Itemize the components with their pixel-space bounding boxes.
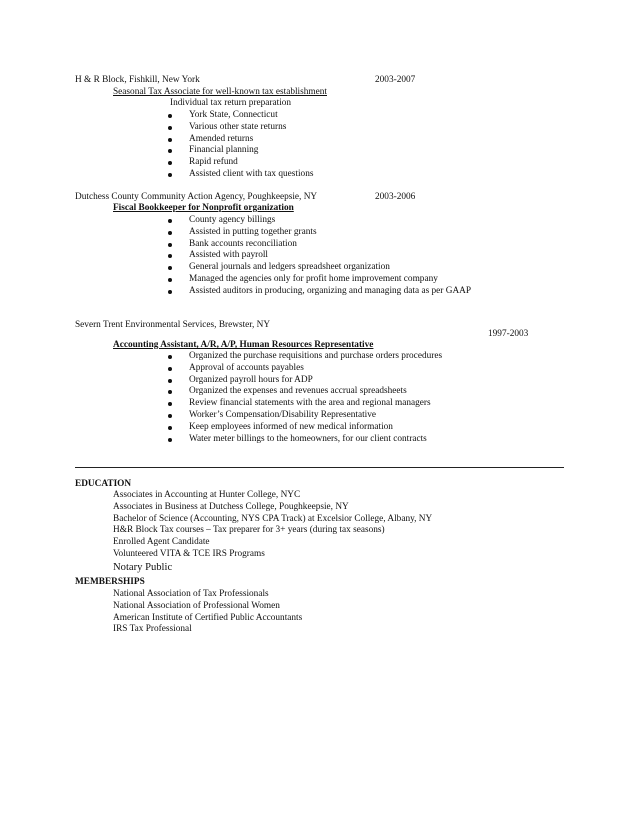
bullet-icon bbox=[168, 219, 172, 223]
list-item: Managed the agencies only for profit home improvement company bbox=[165, 274, 471, 286]
list-item: Keep employees informed of new medical information bbox=[165, 422, 442, 434]
job-dates: 2003-2006 bbox=[375, 192, 416, 202]
bullet-icon bbox=[168, 414, 172, 418]
bullet-icon bbox=[168, 438, 172, 442]
list-item: Bachelor of Science (Accounting, NYS CPA Track) at Excelsior College, Albany, NY bbox=[113, 513, 433, 524]
bullet-icon bbox=[168, 138, 172, 142]
list-item: County agency billings bbox=[165, 215, 471, 227]
list-item: Organized the purchase requisitions and purchase orders procedures bbox=[165, 351, 442, 363]
list-item: H&R Block Tax courses – Tax preparer for 3+ years (during tax seasons) bbox=[113, 525, 385, 536]
job-bullets bbox=[165, 215, 471, 298]
list-item: Various other state returns bbox=[165, 122, 313, 134]
bullet-icon bbox=[168, 126, 172, 130]
list-item: York State, Connecticut bbox=[165, 110, 313, 122]
list-item: Bank accounts reconciliation bbox=[165, 239, 471, 251]
list-item: Assisted auditors in producing, organizing and managing data as per GAAP bbox=[165, 286, 471, 298]
list-item: Organized payroll hours for ADP bbox=[165, 375, 442, 387]
job-employer: H & R Block, Fishkill, New York bbox=[75, 75, 200, 85]
list-item: Worker’s Compensation/Disability Representative bbox=[165, 410, 442, 422]
job-title: Accounting Assistant, A/R, A/P, Human Resources Representative bbox=[113, 340, 374, 350]
bullet-icon bbox=[168, 114, 172, 118]
memberships-list bbox=[113, 589, 302, 636]
list-item: Water meter billings to the homeowners, for our client contracts bbox=[165, 434, 442, 446]
list-item: National Association of Professional Women bbox=[113, 600, 280, 611]
section-heading: MEMBERSHIPS bbox=[75, 577, 145, 587]
job-bullets bbox=[165, 110, 313, 181]
bullet-icon bbox=[168, 231, 172, 235]
list-item: Review financial statements with the area and regional managers bbox=[165, 398, 442, 410]
list-item: Assisted with payroll bbox=[165, 250, 471, 262]
list-item: Amended returns bbox=[165, 134, 313, 146]
job-employer: Severn Trent Environmental Services, Brewster, NY bbox=[75, 320, 271, 330]
bullet-icon bbox=[168, 161, 172, 165]
job-dates: 1997-2003 bbox=[488, 329, 529, 339]
job-title: Fiscal Bookkeeper for Nonprofit organization bbox=[113, 203, 294, 213]
bullet-icon bbox=[168, 379, 172, 383]
list-item: Notary Public bbox=[113, 561, 173, 573]
list-item: Assisted client with tax questions bbox=[165, 169, 313, 181]
bullet-icon bbox=[168, 266, 172, 270]
bullet-icon bbox=[168, 290, 172, 294]
bullet-icon bbox=[168, 243, 172, 247]
list-item: Financial planning bbox=[165, 145, 313, 157]
list-item: Associates in Business at Dutchess College, Poughkeepsie, NY bbox=[113, 501, 349, 512]
list-item: Organized the expenses and revenues accrual spreadsheets bbox=[165, 386, 442, 398]
section-heading: EDUCATION bbox=[75, 479, 132, 489]
bullet-icon bbox=[168, 149, 172, 153]
list-item: IRS Tax Professional bbox=[113, 624, 192, 635]
list-item: Approval of accounts payables bbox=[165, 363, 442, 375]
job-intro: Individual tax return preparation bbox=[170, 98, 292, 108]
bullet-icon bbox=[168, 355, 172, 359]
job-bullets bbox=[165, 351, 442, 445]
job-title: Seasonal Tax Associate for well-known tax establishment bbox=[113, 87, 327, 97]
bullet-icon bbox=[168, 426, 172, 430]
bullet-icon bbox=[168, 402, 172, 406]
section-divider bbox=[75, 467, 564, 468]
bullet-icon bbox=[168, 390, 172, 394]
list-item: National Association of Tax Professionals bbox=[113, 589, 269, 599]
list-item: Volunteered VITA & TCE IRS Programs bbox=[113, 548, 265, 559]
bullet-icon bbox=[168, 278, 172, 282]
list-item: Assisted in putting together grants bbox=[165, 227, 471, 239]
education-list bbox=[113, 490, 432, 573]
list-item: Rapid refund bbox=[165, 157, 313, 169]
list-item: Enrolled Agent Candidate bbox=[113, 537, 210, 548]
list-item: American Institute of Certified Public Accountants bbox=[113, 612, 303, 623]
job-dates: 2003-2007 bbox=[375, 75, 416, 85]
bullet-icon bbox=[168, 254, 172, 258]
list-item: General journals and ledgers spreadsheet organization bbox=[165, 262, 471, 274]
list-item: Associates in Accounting at Hunter College, NYC bbox=[113, 490, 301, 500]
bullet-icon bbox=[168, 173, 172, 177]
bullet-icon bbox=[168, 367, 172, 371]
job-employer: Dutchess County Community Action Agency, Poughkeepsie, NY bbox=[75, 192, 318, 202]
